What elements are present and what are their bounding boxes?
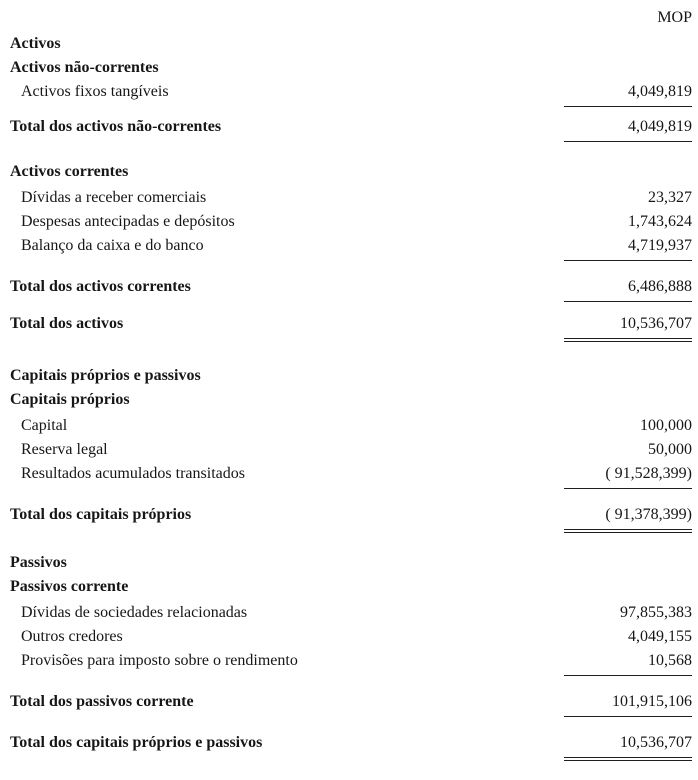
- total-value: ( 91,378,399): [564, 503, 692, 533]
- total-label: Total dos activos não-correntes: [10, 118, 222, 135]
- row-value: 4,719,937: [564, 234, 692, 261]
- total-value: 10,536,707: [564, 312, 692, 342]
- row-value: 10,568: [564, 649, 692, 676]
- row-label: Dívidas de sociedades relacionadas: [21, 604, 248, 621]
- row-reserva-legal: [10, 438, 692, 462]
- total-value: 4,049,819: [564, 115, 692, 142]
- row-total-activos-nao-correntes: [10, 115, 692, 142]
- total-label: Total dos capitais próprios: [10, 506, 192, 523]
- total-label: Total dos passivos corrente: [10, 693, 194, 710]
- row-label: Activos fixos tangíveis: [21, 83, 169, 100]
- row-activos-nao-correntes-header: [10, 56, 692, 80]
- section-title: Capitais próprios e passivos: [10, 367, 201, 384]
- row-total-capitais-proprios: [10, 503, 692, 533]
- row-balanco-caixa-banco: [10, 234, 692, 261]
- row-dividas-sociedades: [10, 601, 692, 625]
- row-total-activos: [10, 312, 692, 342]
- total-value: 6,486,888: [564, 275, 692, 302]
- row-label: Reserva legal: [21, 441, 108, 458]
- row-label: Dívidas a receber comerciais: [21, 189, 207, 206]
- row-value: 4,049,155: [628, 628, 692, 645]
- row-total-capitais-e-passivos: [10, 731, 692, 761]
- row-resultados-acumulados: [10, 462, 692, 489]
- section-title: Capitais próprios: [10, 391, 130, 408]
- row-capitais-proprios-header: [10, 388, 692, 412]
- row-passivos-corrente-header: [10, 575, 692, 599]
- total-label: Total dos activos correntes: [10, 278, 191, 295]
- row-label: Despesas antecipadas e depósitos: [21, 213, 235, 230]
- row-provisoes-imposto: [10, 649, 692, 676]
- row-activos-correntes-header: [10, 160, 692, 184]
- row-activos: [10, 32, 692, 56]
- row-label: Balanço da caixa e do banco: [21, 237, 204, 254]
- row-dividas-a-receber: [10, 186, 692, 210]
- row-value: ( 91,528,399): [564, 462, 692, 489]
- total-value: 10,536,707: [564, 731, 692, 761]
- section-title: Activos correntes: [10, 163, 129, 180]
- row-value: 23,327: [648, 189, 692, 206]
- section-title: Activos não-correntes: [10, 59, 159, 76]
- row-value: 1,743,624: [628, 213, 692, 230]
- row-label: Outros credores: [21, 628, 123, 645]
- total-label: Total dos activos: [10, 315, 124, 332]
- currency-header: MOP: [657, 9, 692, 26]
- row-value: 4,049,819: [564, 80, 692, 107]
- total-value: 101,915,106: [564, 690, 692, 717]
- row-passivos-header: [10, 551, 692, 575]
- currency-header-row: [10, 6, 692, 30]
- row-label: Capital: [21, 417, 68, 434]
- row-despesas-antecipadas: [10, 210, 692, 234]
- row-activos-fixos-tangiveis: [10, 80, 692, 107]
- row-label: Resultados acumulados transitados: [21, 465, 245, 482]
- row-label: Provisões para imposto sobre o rendimento: [21, 652, 298, 669]
- row-value: 50,000: [648, 441, 692, 458]
- row-value: 100,000: [640, 417, 692, 434]
- total-label: Total dos capitais próprios e passivos: [10, 734, 263, 751]
- row-outros-credores: [10, 625, 692, 649]
- section-title: Activos: [10, 35, 61, 52]
- section-title: Passivos: [10, 554, 67, 571]
- row-total-passivos-corrente: [10, 690, 692, 717]
- row-total-activos-correntes: [10, 275, 692, 302]
- row-capital: [10, 414, 692, 438]
- section-title: Passivos corrente: [10, 578, 129, 595]
- row-value: 97,855,383: [620, 604, 692, 621]
- row-capitais-passivos-header: [10, 364, 692, 388]
